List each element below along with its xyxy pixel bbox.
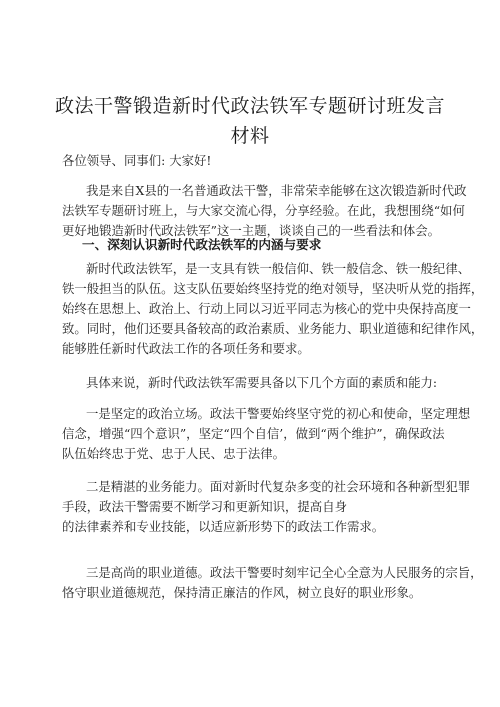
- point-1-line-2: 信念，增强“四个意识”，坚定“四个自信’，做到“两个维护”，确保政法: [62, 426, 445, 441]
- point-1-line-3: 队伍始终忠于党、忠于人民、忠于法律。: [62, 446, 286, 461]
- document-title-line-1: 政法干警锻造新时代政法铁军专题研讨班发言: [54, 95, 445, 117]
- intro-line-1: 我是来自X县的一名普通政法干警，非常荣幸能够在这次锻造新时代政: [86, 183, 467, 198]
- section-1-para-1-line-5: 能够胜任新时代政法工作的各项任务和要求。: [62, 341, 310, 356]
- point-1-paragraph: [62, 404, 471, 464]
- greeting: [62, 151, 452, 171]
- greeting-line: 各位领导、同事们: 大家好!: [62, 153, 212, 168]
- section-1-para-1-line-1: 新时代政法铁军，是一支具有铁一般信仰、铁一般信念、铁一般纪律、: [86, 261, 471, 276]
- point-2-line-3: 的法律素养和专业技能，以适应新形势下的政法工作需求。: [62, 519, 385, 534]
- intro-line-2: 法铁军专题研讨班上，与大家交流心得，分享经验。在此，我想围绕“如何: [62, 203, 465, 218]
- section-1-para-1-line-3: 始终在思想上、政治上、行动上同以习近平同志为核心的党中央保持高度一: [62, 301, 471, 316]
- section-1-paragraph-1: [62, 259, 484, 359]
- intro-line-3: 更好地锻造新时代政法铁军”这一主题，谈谈自己的一些看法和体会。: [62, 223, 441, 238]
- point-2-line-2: 手段，政法干警需要不断学习和更新知识，提高自身: [62, 499, 347, 514]
- point-2-paragraph: [62, 477, 471, 537]
- section-1-para-1-line-4: 致。同时，他们还要具备较高的政治素质、业务能力、职业道德和纪律作风，: [62, 321, 484, 336]
- document-title-line-2: 材料: [230, 125, 270, 147]
- intro-paragraph: [62, 181, 467, 241]
- point-3-line-1: 三是高尚的职业道德。政法干警要时刻牢记全心全意为人民服务的宗旨，: [86, 565, 483, 580]
- section-1-para-1-line-2: 铁一般担当的队伍。这支队伍要始终坚持党的绝对领导，坚决听从党的指挥，: [62, 281, 484, 296]
- point-3-line-2: 恪守职业道德规范，保持清正廉洁的作风，树立良好的职业形象。: [62, 585, 422, 600]
- point-3-paragraph: [62, 563, 483, 603]
- section-1-heading: 一、深刻认识新时代政法铁军的内涵与要求: [82, 237, 322, 252]
- section-1-para-2-line-1: 具体来说，新时代政法铁军需要具备以下几个方面的素质和能力:: [86, 375, 438, 390]
- section-1-paragraph-2: [62, 373, 452, 393]
- point-2-line-1: 二是精湛的业务能力。面对新时代复杂多变的社会环境和各种新型犯罪: [86, 479, 471, 494]
- point-1-line-1: 一是坚定的政治立场。政法干警要始终坚守党的初心和使命，坚定理想: [86, 406, 471, 421]
